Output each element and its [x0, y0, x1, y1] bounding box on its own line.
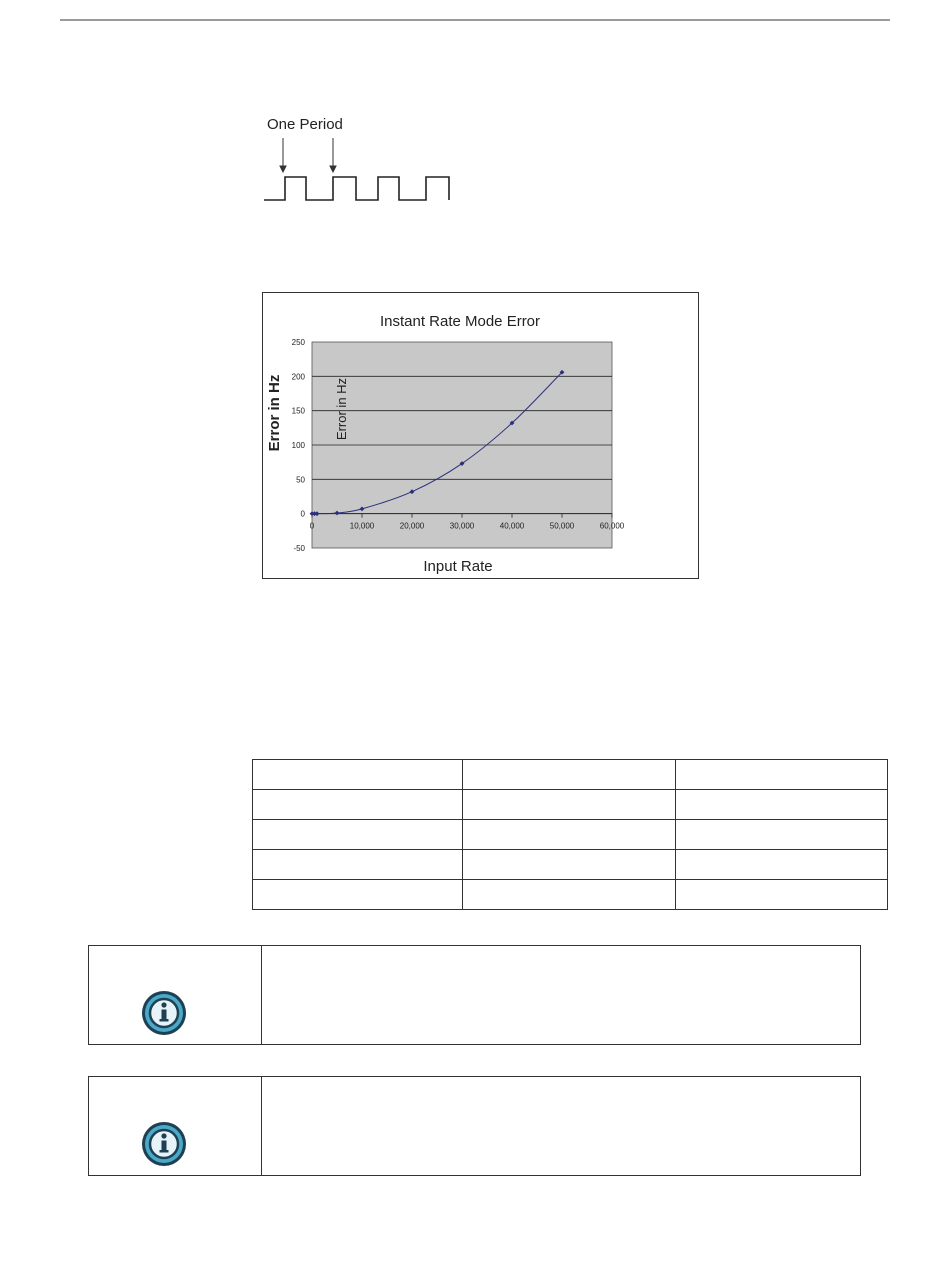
table-row [253, 820, 888, 850]
table-cell [676, 850, 888, 880]
table-row [253, 790, 888, 820]
table-cell [676, 760, 888, 790]
table-cell [463, 820, 676, 850]
x-tick-label: 30,000 [449, 521, 475, 531]
x-tick-label: 60,000 [599, 521, 625, 531]
x-axis-label: Input Rate [423, 558, 493, 575]
spec-table [252, 759, 888, 910]
table-cell [253, 790, 463, 820]
y-tick-label: 0 [300, 509, 305, 519]
instant-rate-error-chart [262, 292, 699, 579]
x-tick-label: 10,000 [349, 521, 375, 531]
y-tick-label: 200 [291, 372, 305, 382]
note-box-1 [88, 945, 861, 1045]
table-row [253, 880, 888, 910]
x-tick-label: 50,000 [549, 521, 575, 531]
table-cell [463, 760, 676, 790]
y-tick-label: 250 [291, 338, 305, 347]
table-cell [676, 820, 888, 850]
y-tick-label: 150 [291, 406, 305, 416]
square-wave [264, 177, 449, 200]
x-tick-label: 20,000 [399, 521, 425, 531]
y-tick-label: -50 [293, 544, 305, 553]
chart-title: Instant Rate Mode Error [379, 313, 541, 330]
table-cell [253, 760, 463, 790]
note-text [262, 1077, 860, 1175]
table-cell [253, 820, 463, 850]
table-row [253, 850, 888, 880]
table-cell [253, 850, 463, 880]
x-tick-label: 40,000 [499, 521, 525, 531]
one-period-label: One Period [267, 116, 343, 133]
y-axis-label: Error in Hz [266, 374, 283, 452]
info-icon [141, 1121, 187, 1167]
period-waveform-diagram [262, 112, 462, 208]
table-cell [463, 790, 676, 820]
table-cell [463, 850, 676, 880]
info-icon [141, 990, 187, 1036]
table-cell [676, 790, 888, 820]
table-cell [253, 880, 463, 910]
note-icon-cell [89, 1077, 262, 1175]
y-axis-inner-label: Error in Hz [334, 377, 349, 441]
header-rule [60, 19, 890, 21]
note-text [262, 946, 860, 1044]
period-arrows [280, 138, 336, 172]
table-cell [463, 880, 676, 910]
note-icon-cell [89, 946, 262, 1044]
x-tick-label: 0 [309, 521, 315, 531]
y-tick-label: 100 [291, 441, 305, 450]
note-box-2 [88, 1076, 861, 1176]
table-row [253, 760, 888, 790]
y-tick-label: 50 [296, 475, 305, 485]
table-cell [676, 880, 888, 910]
